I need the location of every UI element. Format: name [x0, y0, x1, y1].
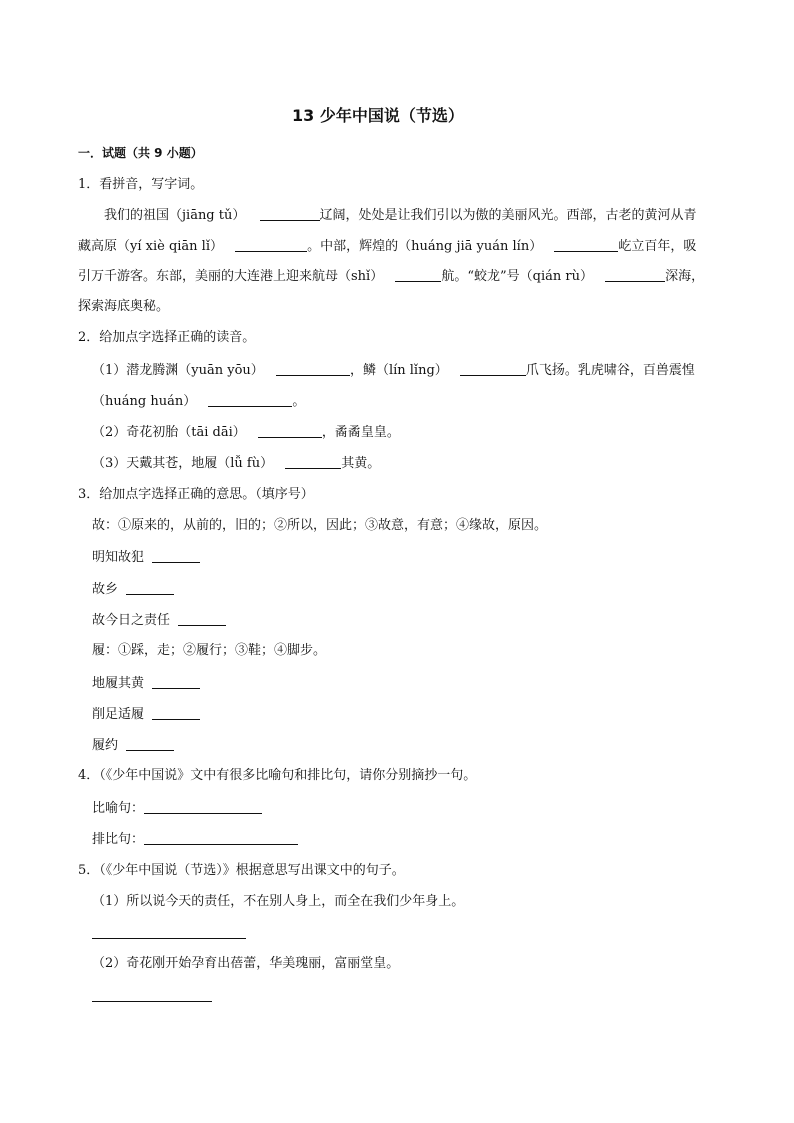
gu-item-1 [92, 548, 200, 567]
text-segment: ，鳞（lín lǐng） [349, 363, 448, 378]
text-segment: 比喻句： [92, 801, 145, 816]
question-number: 2． [78, 330, 100, 345]
question-number: 5． [78, 863, 100, 878]
question-2-item-3 [92, 454, 380, 473]
question-2-item-2 [92, 423, 400, 442]
answer-blank[interactable] [152, 548, 200, 563]
question-number: 1． [78, 177, 100, 192]
text-segment: 深海， [665, 269, 705, 284]
answer-blank[interactable] [276, 361, 350, 376]
answer-blank[interactable] [460, 361, 526, 376]
question-text: 给加点字选择正确的读音。 [99, 330, 256, 345]
question-text: （《少年中国说》文中有很多比喻句和排比句，请你分别摘抄一句。 [99, 768, 477, 783]
text-segment: 。中部，辉煌的（huáng jiā yuán lín） [307, 239, 543, 254]
lv-item-1 [92, 674, 200, 693]
answer-blank[interactable] [144, 830, 298, 845]
answer-blank[interactable] [126, 736, 174, 751]
lv-item-3 [92, 736, 174, 755]
text-segment: 明知故犯 [92, 550, 145, 565]
answer-blank[interactable] [605, 267, 665, 282]
text-segment: 爪飞扬。乳虎啸谷，百兽震惶 [525, 363, 695, 378]
question-5-stem [78, 862, 405, 880]
text-segment: 引万千游客。东部，美丽的大连港上迎来航母（shǐ） [78, 269, 384, 284]
text-segment: （3）天戴其苍，地履（lǚ fù） [92, 456, 274, 471]
question-5-item-1: （1）所以说今天的责任，不在别人身上，而全在我们少年身上。 [92, 894, 465, 909]
answer-blank[interactable] [178, 611, 226, 626]
text-segment: 削足适履 [92, 707, 145, 722]
question-1-line-1 [104, 206, 697, 225]
answer-line-2 [92, 987, 212, 1006]
text-segment: 屹立百年，吸 [618, 239, 697, 254]
parallelism-line [92, 830, 298, 849]
answer-blank[interactable] [208, 392, 292, 407]
text-segment: 我们的祖国（jiāng tǔ） [104, 208, 246, 223]
text-segment: 辽阔，处处是让我们引以为傲的美丽风光。西部，古老的黄河从青 [319, 208, 697, 223]
question-5-item-2: （2）奇花刚开始孕育出蓓蕾，华美瑰丽，富丽堂皇。 [92, 956, 400, 971]
text-segment: 其黄。 [341, 456, 381, 471]
text-segment: （1）潜龙腾渊（yuān yōu） [92, 363, 264, 378]
answer-blank[interactable] [554, 237, 618, 252]
question-number: 3． [78, 487, 100, 502]
text-segment: 。 [292, 394, 306, 409]
answer-blank[interactable] [285, 454, 341, 469]
text-segment: 故今日之责任 [92, 613, 171, 628]
text-segment: 藏高原（yí xiè qiān lǐ） [78, 239, 223, 254]
lv-item-2 [92, 705, 200, 724]
question-1-line-4: 探索海底奥秘。 [78, 299, 170, 314]
page-title: 13 少年中国说（节选） [292, 106, 464, 125]
lv-definitions: 履：①踩，走；②履行；③鞋；④脚步。 [92, 643, 327, 658]
question-text: （《少年中国说（节选）》根据意思写出课文中的句子。 [99, 863, 405, 878]
answer-blank[interactable] [235, 237, 307, 252]
text-segment: 故乡 [92, 582, 119, 597]
gu-item-3 [92, 611, 226, 630]
text-segment: ，矞矞皇皇。 [321, 425, 400, 440]
question-1-line-2 [78, 237, 696, 256]
question-3-stem [78, 486, 314, 504]
question-1-stem [78, 176, 203, 194]
question-text: 看拼音，写字词。 [99, 177, 204, 192]
question-text: 给加点字选择正确的意思。（填序号） [99, 487, 314, 502]
text-segment: （2）奇花初胎（tāi dāi） [92, 425, 246, 440]
answer-blank[interactable] [395, 267, 441, 282]
answer-blank[interactable] [126, 580, 174, 595]
question-2-item-1 [92, 361, 695, 380]
question-number: 4． [78, 768, 100, 783]
text-segment: （huáng huán） [92, 394, 197, 409]
answer-blank[interactable] [92, 924, 246, 939]
text-segment: 地履其黄 [92, 676, 145, 691]
section-heading: 一．试题（共 9 小题） [78, 146, 203, 160]
answer-blank[interactable] [258, 423, 322, 438]
answer-blank[interactable] [144, 799, 262, 814]
text-segment: 航。“蛟龙”号（qián rù） [441, 269, 593, 284]
question-1-line-3 [78, 267, 704, 286]
text-segment: 排比句： [92, 832, 145, 847]
answer-blank[interactable] [152, 705, 200, 720]
answer-blank[interactable] [152, 674, 200, 689]
answer-line-1 [92, 924, 246, 943]
question-2-item-1-cont [92, 392, 305, 411]
question-2-stem [78, 329, 255, 347]
simile-line [92, 799, 262, 818]
answer-blank[interactable] [92, 987, 212, 1002]
text-segment: 履约 [92, 738, 119, 753]
answer-blank[interactable] [260, 206, 320, 221]
gu-item-2 [92, 580, 174, 599]
gu-definitions: 故：①原来的，从前的，旧的；②所以，因此；③故意，有意；④缘故，原因。 [92, 518, 548, 533]
question-4-stem [78, 767, 476, 785]
